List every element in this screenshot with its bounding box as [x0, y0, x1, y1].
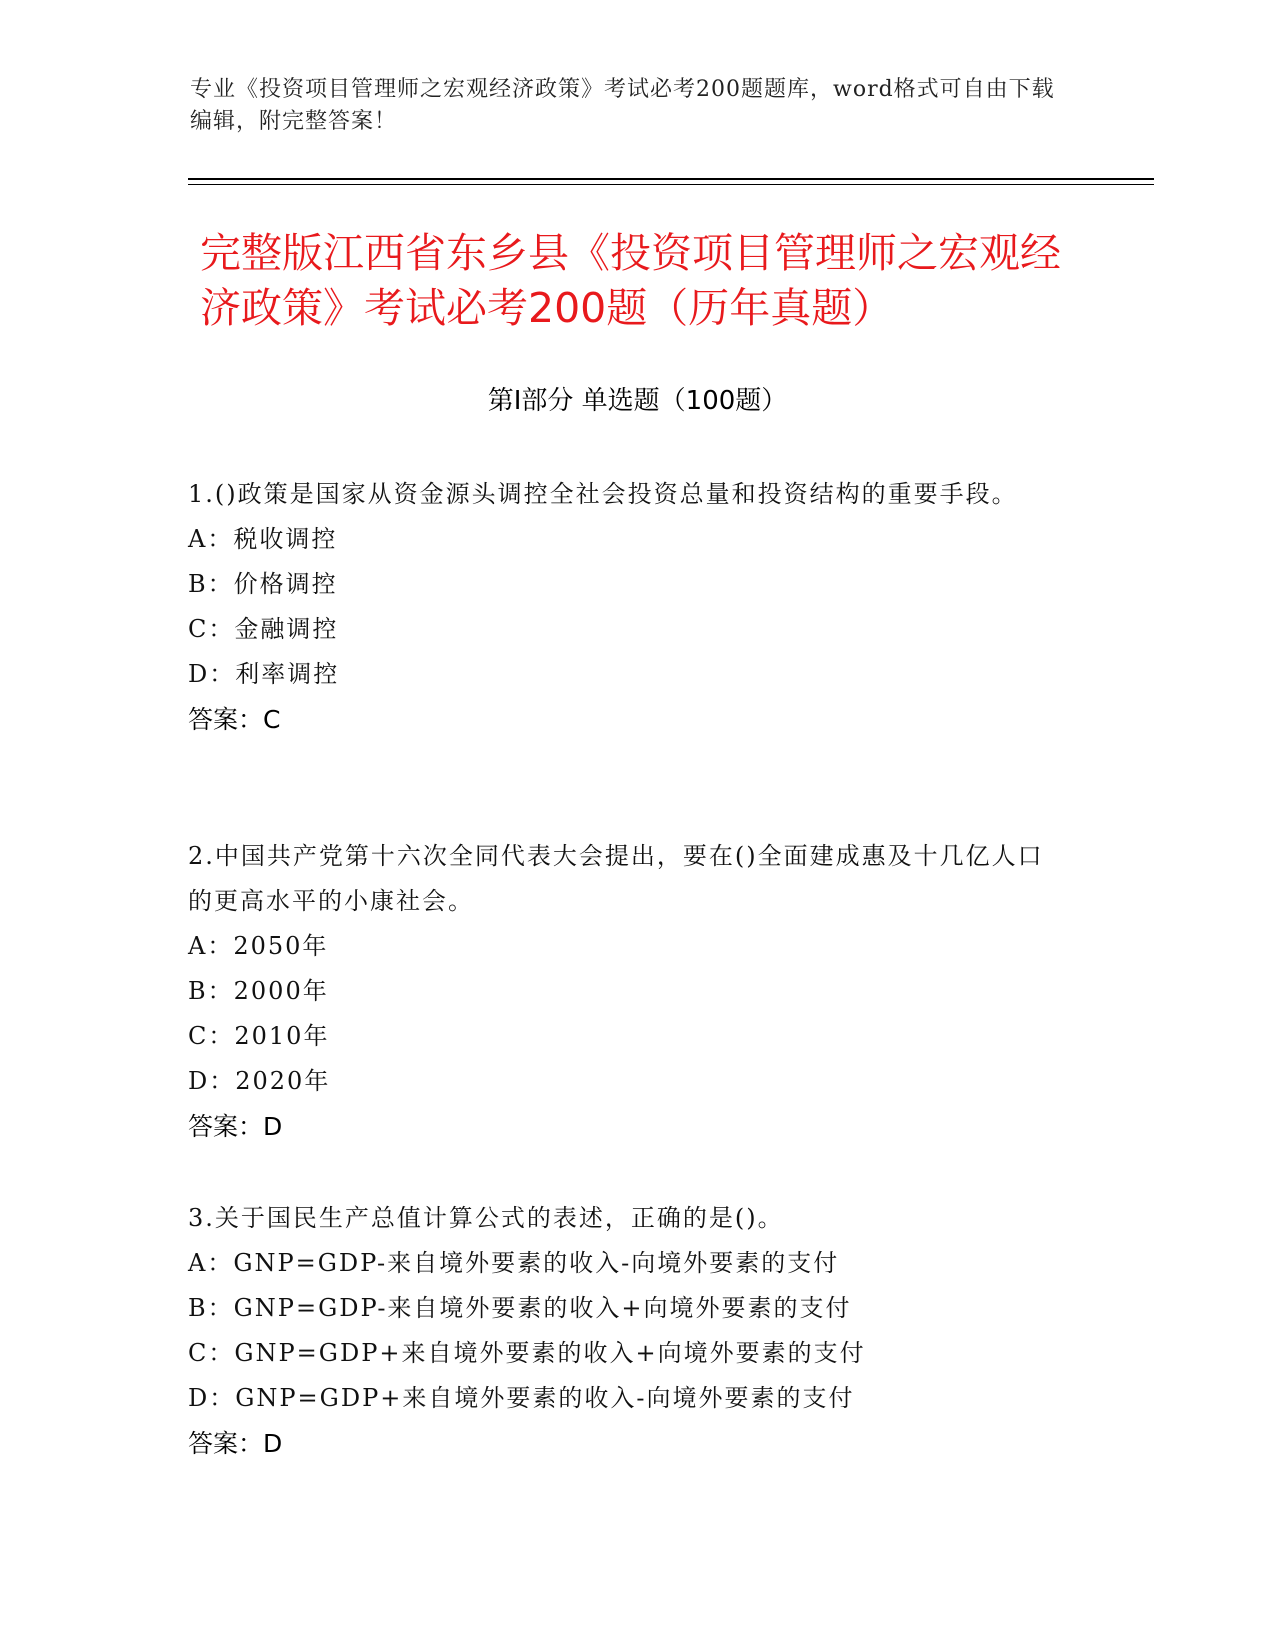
header-divider-thick: [188, 178, 1154, 180]
option-b: B：2000年: [188, 977, 329, 1005]
question-3: [188, 1196, 1068, 1466]
option-b: B：价格调控: [188, 570, 338, 598]
answer-line: 答案：D: [188, 1429, 283, 1458]
section-heading: 第Ⅰ部分 单选题（100题）: [487, 386, 788, 416]
option-a: A：税收调控: [188, 525, 338, 553]
answer-line: 答案：C: [188, 705, 281, 734]
question-stem: 1.()政策是国家从资金源头调控全社会投资总量和投资结构的重要手段。: [188, 480, 1018, 508]
question-1: [188, 472, 1068, 742]
option-d: D：2020年: [188, 1067, 331, 1095]
option-a: A：GNP=GDP-来自境外要素的收入-向境外要素的支付: [188, 1249, 840, 1277]
option-a: A：2050年: [188, 932, 329, 960]
header-divider-thin: [188, 184, 1154, 185]
option-c: C：2010年: [188, 1022, 330, 1050]
option-c: C：金融调控: [188, 615, 339, 643]
option-d: D：GNP=GDP+来自境外要素的收入-向境外要素的支付: [188, 1384, 855, 1412]
option-b: B：GNP=GDP-来自境外要素的收入+向境外要素的支付: [188, 1294, 852, 1322]
question-2: [188, 834, 1068, 1149]
question-stem: 3.关于国民生产总值计算公式的表述，正确的是()。: [188, 1204, 784, 1232]
document-title: 完整版江西省东乡县《投资项目管理师之宏观经济政策》考试必考200题（历年真题）: [200, 229, 1061, 332]
option-c: C：GNP=GDP+来自境外要素的收入+向境外要素的支付: [188, 1339, 866, 1367]
option-d: D：利率调控: [188, 660, 340, 688]
question-stem: 2.中国共产党第十六次全同代表大会提出，要在()全面建成惠及十几亿人口的更高水平的小康社会。: [188, 842, 1044, 915]
answer-line: 答案：D: [188, 1112, 283, 1141]
header-note: 专业《投资项目管理师之宏观经济政策》考试必考200题题库，word格式可自由下载编辑，附完整答案！: [190, 77, 1055, 134]
